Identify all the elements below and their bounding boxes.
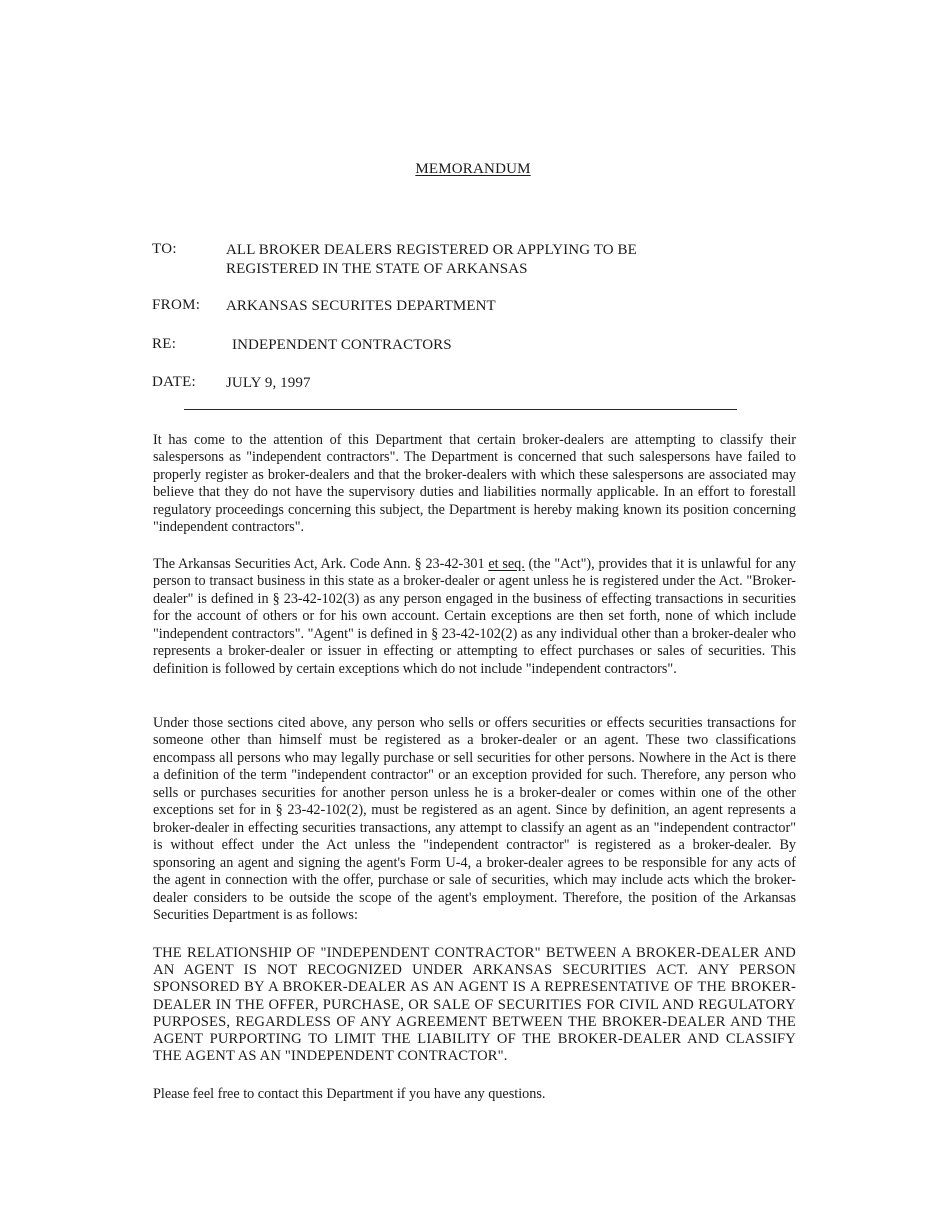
to-line-1: ALL BROKER DEALERS REGISTERED OR APPLYING TO BE	[226, 242, 637, 258]
paragraph-1: It has come to the attention of this Department that certain broker-dealers are attempting to classify their salespersons as "independent contractors". The Department is concerned that such salespersons have failed to properly register as broker-dealers and that the broker-dealers with which these salespersons are associated may believe that they do not have the supervisory duties and liabilities normally applicable. In an effort to forestall regulatory proceedings concerning this subject, the Department is hereby making known its position concerning "independent contractors".	[153, 432, 796, 536]
header-divider	[184, 409, 737, 410]
paragraph-2-start: The Arkansas Securities Act, Ark. Code Ann. § 23-42-301	[153, 556, 489, 572]
to-line-2: REGISTERED IN THE STATE OF ARKANSAS	[226, 261, 528, 277]
paragraph-2	[153, 556, 796, 678]
position-statement: THE RELATIONSHIP OF "INDEPENDENT CONTRACTOR" BETWEEN A BROKER-DEALER AND AN AGENT IS NOT RECOGNIZED UNDER ARKANSAS SECURITIES ACT. ANY PERSON SPONSORED BY A BROKER-DEALER AS AN AGENT IS A REPRESENTATIVE OF THE BROKER-DEALER IN THE OFFER, PURCHASE, OR SALE OF SECURITIES FOR CIVIL AND REGULATORY PURPOSES, REGARDLESS OF ANY AGREEMENT BETWEEN THE BROKER-DEALER AND THE AGENT PURPORTING TO LIMIT THE LIABILITY OF THE BROKER-DEALER AND CLASSIFY THE AGENT AS AN "INDEPENDENT CONTRACTOR".	[153, 945, 796, 1065]
paragraph-3: Under those sections cited above, any person who sells or offers securities or effects securities transactions for someone other than himself must be registered as a broker-dealer or an agent. These two classifications encompass all persons who may legally purchase or sell securities for other persons. Nowhere in the Act is there a definition of the term "independent contractor" or an exception provided for such. Therefore, any person who sells or purchases securities for another person unless he is a broker-dealer or comes within one of the other exceptions set for in § 23-42-102(2), must be registered as an agent. Since by definition, an agent represents a broker-dealer in effecting securities transactions, any attempt to classify an agent as an "independent contractor" is without effect under the Act unless the "independent contractor" is registered as a broker-dealer. By sponsoring an agent and signing the agent's Form U-4, a broker-dealer agrees to be responsible for any acts of the agent in connection with the offer, purchase or sale of securities, which may include acts which the broker-dealer considers to be outside the scope of the agent's employment. Therefore, the position of the Arkansas Securities Department is as follows:	[153, 715, 796, 923]
et-seq-text: et seq.	[488, 556, 525, 572]
re-label: RE:	[152, 336, 177, 352]
to-label: TO:	[152, 241, 177, 257]
from-value: ARKANSAS SECURITES DEPARTMENT	[226, 298, 496, 314]
closing-paragraph: Please feel free to contact this Department if you have any questions.	[153, 1086, 546, 1102]
date-label: DATE:	[152, 374, 196, 390]
from-label: FROM:	[152, 297, 201, 313]
re-value: INDEPENDENT CONTRACTORS	[232, 337, 452, 353]
paragraph-2-rest: (the "Act"), provides that it is unlawful for any person to transact business in this state as a broker-dealer or agent unless he is registered under the Act. "Broker-dealer" is defined in § 23-42-102(3) as any person engaged in the business of effecting transactions in securities for the account of others or for his own account. Certain exceptions are then set forth, none of which include "independent contractors". "Agent" is defined in § 23-42-102(2) as any individual other than a broker-dealer who represents a broker-dealer or issuer in effecting or attempting to effect purchases or sales of securities. This definition is followed by certain exceptions which do not include "independent contractors".	[153, 556, 796, 677]
date-value: JULY 9, 1997	[226, 375, 311, 391]
memo-title-text: MEMORANDUM	[415, 161, 531, 177]
memo-title	[0, 161, 946, 178]
